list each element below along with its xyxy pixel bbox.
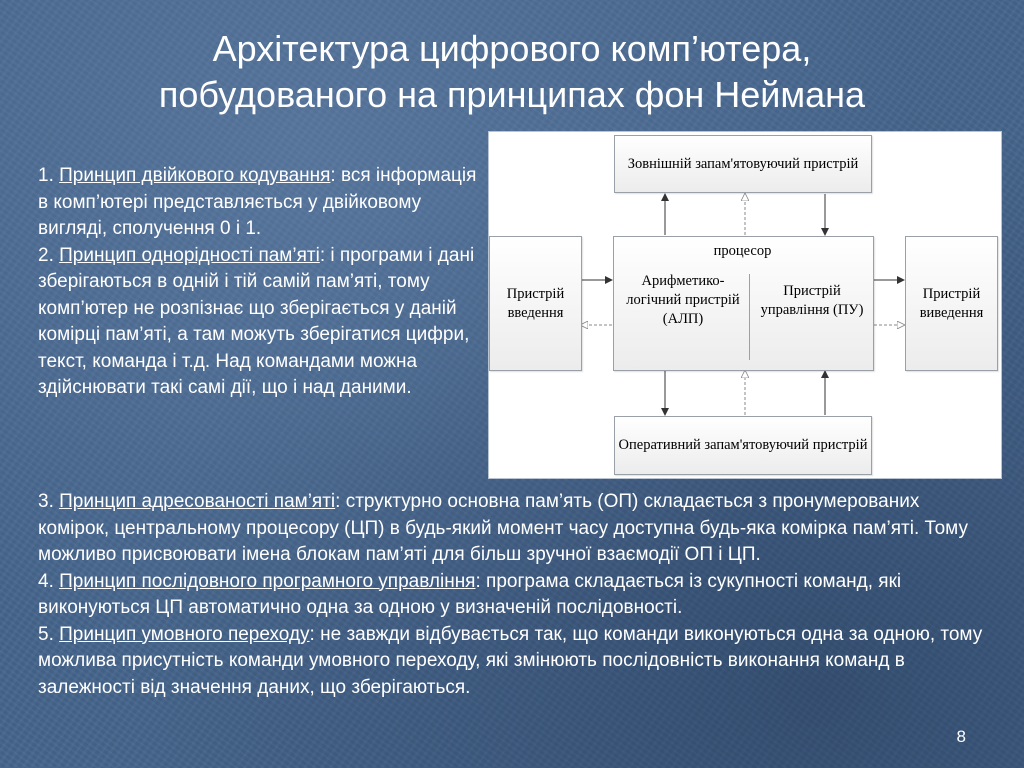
- input-device-box: [489, 236, 582, 371]
- output-device-label: Пристрій виведення: [919, 285, 984, 321]
- principle-1: [38, 163, 488, 243]
- principle-name: Принцип адресованості пам’яті: [59, 491, 336, 512]
- principles-bottom-column: [38, 489, 988, 701]
- principle-number: 2.: [38, 244, 60, 266]
- external-memory-box: [614, 135, 872, 193]
- principle-text: : програма складається із сукупності команд, які виконуються ЦП автоматично одна за одною у визначеній послідовності.: [38, 570, 902, 618]
- slide-number: 8: [956, 727, 966, 746]
- von-neumann-diagram: [488, 131, 1002, 479]
- principle-number: 4.: [38, 570, 60, 592]
- principle-number: 3.: [38, 491, 60, 512]
- alu-label: Арифметико-логічний пристрій (АЛП): [626, 273, 740, 327]
- principle-text: : не завжди відбувається так, що команди виконуються одна за одною, тому можлива присутність команди умовного переходу, які змінюють послідовність виконання команд в залежності від значення даних, що зберігаються.: [38, 623, 983, 698]
- principles-left-column: [38, 163, 488, 402]
- principle-text: : і програми і дані зберігаються в одній і тій самій пам’яті, тому комп’ютер не розпізнає що зберігається у даній комірці пам’яті, а там можуть зберігатися цифри, текст, команда і т.д. Над командами можна здійснювати такі самі дії, що і над даними.: [38, 244, 475, 398]
- ram-label: Оперативний запам'ятовуючий пристрій: [618, 437, 868, 453]
- principle-number: 5.: [38, 623, 60, 645]
- slide-title: [40, 26, 984, 118]
- principle-2: [38, 243, 488, 402]
- principle-number: 1.: [38, 165, 60, 186]
- external-memory-label: Зовнішній запам'ятовуючий пристрій: [627, 155, 859, 172]
- principle-text: : структурно основна пам’ять (ОП) складається з пронумерованих комірок, центральному процесору (ЦП) в будь-який момент часу доступна будь-яка комірка пам’яті. Тому можливо присвоювати імена блокам пам’яті для більш зручної взаємодії ОП і ЦП.: [38, 491, 968, 565]
- principle-4: [38, 569, 988, 622]
- principle-name: Принцип однорідності пам’яті: [59, 244, 320, 266]
- principle-text: : вся інформація в комп’ютері представляється у двійковому вигляді, сполучення 0 і 1.: [38, 165, 477, 239]
- principle-5: [38, 622, 988, 702]
- principle-3: [38, 489, 988, 569]
- title-line-1: Архітектура цифрового комп’ютера,: [212, 28, 812, 69]
- output-device-box: [905, 236, 998, 371]
- title-line-2: побудованого на принципах фон Неймана: [158, 74, 866, 115]
- ram-box: [614, 416, 872, 475]
- principle-name: Принцип двійкового кодування: [59, 165, 331, 186]
- input-device-label: Пристрій введення: [506, 285, 565, 321]
- principle-name: Принцип умовного переходу: [59, 623, 310, 645]
- principle-name: Принцип послідовного програмного управління: [59, 570, 476, 592]
- control-unit-label: Пристрій управління (ПУ): [760, 283, 864, 318]
- processor-divider: [749, 274, 750, 360]
- processor-label: процесор: [713, 243, 772, 259]
